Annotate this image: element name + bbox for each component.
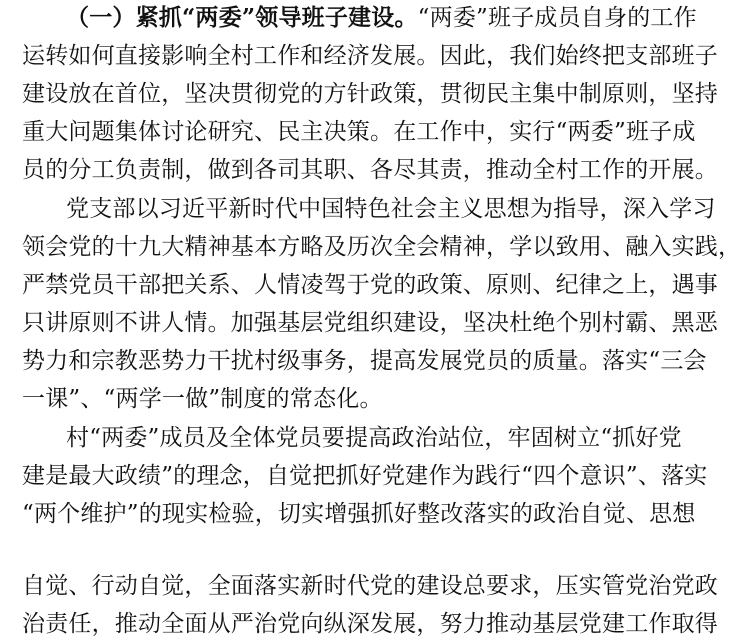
paragraph-1-line-2: 运转如何直接影响全村工作和经济发展。因此，我们始终把支部班子 [22, 43, 718, 69]
paragraph-1-line-3: 建设放在首位，坚决贯彻党的方针政策，贯彻民主集中制原则，坚持 [22, 81, 718, 107]
paragraph-2-line-6: 一课”、“两学一做”制度的常态化。 [22, 386, 383, 412]
paragraph-2-line-5: 势力和宗教恶势力干扰村级事务，提高发展党员的质量。落实“三会 [22, 348, 707, 374]
paragraph-3-line-2: 建是最大政绩”的理念，自觉把抓好党建作为践行“四个意识”、落实 [22, 463, 708, 489]
paragraph-3-line-3: “两个维护”的现实检验，切实增强抓好整改落实的政治自觉、思想 [22, 501, 696, 527]
paragraph-3-line-4: 自觉、行动自觉，全面落实新时代党的建设总要求，压实管党治党政 [22, 573, 718, 599]
paragraph-1-line-5: 员的分工负责制，做到各司其职、各尽其责，推动全村工作的开展。 [22, 157, 718, 183]
paragraph-2-line-4: 只讲原则不讲人情。加强基层党组织建设，坚决杜绝个别村霸、黑恶 [22, 310, 718, 336]
paragraph-2-line-1: 党支部以习近平新时代中国特色社会主义思想为指导，深入学习 [66, 196, 716, 222]
paragraph-2-line-3: 严禁党员干部把关系、人情凌驾于党的政策、原则、纪律之上，遇事 [22, 272, 718, 298]
paragraph-3-line-5: 治责任，推动全面从严治党向纵深发展，努力推动基层党建工作取得 [22, 611, 718, 637]
section-heading: （一）紧抓“两委”领导班子建设。 [66, 4, 418, 31]
paragraph-1-line-4: 重大问题集体讨论研究、民主决策。在工作中，实行“两委”班子成 [22, 119, 696, 145]
paragraph-3-line-1: 村“两委”成员及全体党员要提高政治站位，牢固树立“抓好党 [66, 425, 682, 451]
paragraph-1-line-1 [66, 3, 697, 33]
paragraph-2-line-2: 领会党的十九大精神基本方略及历次全会精神，学以致用、融入实践， [22, 234, 741, 260]
paragraph-1-line-1-text: “两委”班子成员自身的工作 [417, 5, 697, 31]
